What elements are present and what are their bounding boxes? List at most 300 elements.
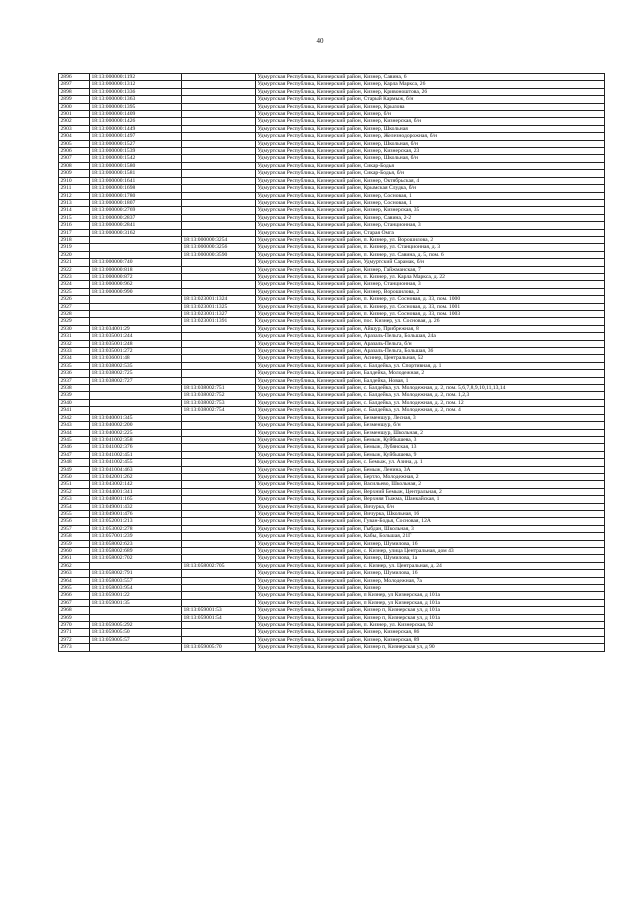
row-number-cell: 2963	[59, 570, 90, 577]
address-cell: Удмуртская Республика, Кизнерский район, Сикар-Бодья, б/н	[256, 170, 605, 177]
cadastral-number-cell: 18:13:000000:2769	[90, 207, 182, 214]
row-number-cell: 2969	[59, 614, 90, 621]
row-number-cell: 2904	[59, 133, 90, 140]
row-number-cell: 2949	[59, 466, 90, 473]
table-row	[59, 473, 605, 480]
address-cell: Удмуртская Республика, Кизнерский район, Вичурка, б/н	[256, 503, 605, 510]
premise-cadastral-number-cell: 18:13:058002:705	[182, 562, 256, 569]
row-number-cell: 2929	[59, 318, 90, 325]
cadastral-number-cell: 18:13:000000:1395	[90, 103, 182, 110]
cadastral-number-cell: 18:13:000000:1698	[90, 185, 182, 192]
row-number-cell: 2945	[59, 436, 90, 443]
row-number-cell: 2959	[59, 540, 90, 547]
table-row	[59, 244, 605, 251]
cadastral-number-cell: 18:13:000000:1807	[90, 199, 182, 206]
address-cell: Удмуртская Республика, Кизнерский район, п. Кизнер, ул. Сосновая, д. 33, пом. 1003	[256, 311, 605, 318]
table-row	[59, 81, 605, 88]
premise-cadastral-number-cell	[182, 177, 256, 184]
address-cell: Удмуртская Республика, Кизнерский район, Кизнер, Молодежная, 7а	[256, 577, 605, 584]
premise-cadastral-number-cell	[182, 103, 256, 110]
table-row	[59, 548, 605, 555]
table-row	[59, 525, 605, 532]
row-number-cell: 2931	[59, 333, 90, 340]
table-row	[59, 370, 605, 377]
premise-cadastral-number-cell	[182, 636, 256, 643]
premise-cadastral-number-cell	[182, 436, 256, 443]
cadastral-number-cell: 18:13:000000:1426	[90, 118, 182, 125]
address-cell: Удмуртская Республика, Кизнерский район, Кизнер п, Кизнерская ул, д 101а	[256, 607, 605, 614]
row-number-cell: 2921	[59, 259, 90, 266]
premise-cadastral-number-cell	[182, 370, 256, 377]
row-number-cell: 2960	[59, 548, 90, 555]
table-row	[59, 481, 605, 488]
address-cell: Удмуртская Республика, Кизнерский район, с. Балдейка, ул. Молодежная, д. 2, пом. 5,6,7,8,9,10,11,13,14	[256, 385, 605, 392]
cadastral-number-cell: 18:13:041004:463	[90, 466, 182, 473]
address-cell: Удмуртская Республика, Кизнерский район, Асинер, Центральная, 52	[256, 355, 605, 362]
premise-cadastral-number-cell	[182, 377, 256, 384]
table-row	[59, 533, 605, 540]
row-number-cell: 2953	[59, 496, 90, 503]
address-cell: Удмуртская Республика, Кизнерский район, п Кизнер, ул Кизнерская, д 101а	[256, 592, 605, 599]
address-cell: Удмуртская Республика, Кизнерский район, п. Кизнер, ул. Сосновая, д. 33, пом. 1001	[256, 303, 605, 310]
row-number-cell: 2956	[59, 518, 90, 525]
row-number-cell: 2918	[59, 236, 90, 243]
table-row	[59, 436, 605, 443]
premise-cadastral-number-cell	[182, 548, 256, 555]
address-cell: Удмуртская Республика, Кизнерский район, Безменшур, б/н	[256, 422, 605, 429]
row-number-cell: 2965	[59, 585, 90, 592]
table-row	[59, 288, 605, 295]
address-cell: Удмуртская Республика, Кизнерский район, Бемыж, Куйбышева, 3	[256, 436, 605, 443]
row-number-cell: 2915	[59, 214, 90, 221]
cadastral-number-cell: 18:13:057001:239	[90, 533, 182, 540]
table-row	[59, 385, 605, 392]
address-cell: Удмуртская Республика, Кизнерский район, Аразаль-Пельга, б/н	[256, 340, 605, 347]
cadastral-number-cell: 18:13:000000:1336	[90, 88, 182, 95]
premise-cadastral-number-cell	[182, 488, 256, 495]
table-row	[59, 214, 605, 221]
premise-cadastral-number-cell: 18:13:038002:751	[182, 385, 256, 392]
row-number-cell: 2939	[59, 392, 90, 399]
premise-cadastral-number-cell	[182, 518, 256, 525]
address-cell: Удмуртская Республика, Кизнерский район, Аразаль-Пельга, Большая, 36	[256, 348, 605, 355]
address-cell: Удмуртская Республика, Кизнерский район, п. Кизнер, ул. Карла Маркса, д. 22	[256, 273, 605, 280]
premise-cadastral-number-cell	[182, 503, 256, 510]
premise-cadastral-number-cell	[182, 259, 256, 266]
table-row	[59, 259, 605, 266]
row-number-cell: 2917	[59, 229, 90, 236]
table-row	[59, 348, 605, 355]
premise-cadastral-number-cell: 18:13:023001:1325	[182, 303, 256, 310]
cadastral-number-cell: 18:13:058003:954	[90, 585, 182, 592]
address-cell: Удмуртская Республика, Кизнерский район, Верхняя Тыжма, Шанкайская, 1	[256, 496, 605, 503]
cadastral-number-cell: 18:13:053002:278	[90, 525, 182, 532]
address-cell: Удмуртская Республика, Кизнерский район, Васильево, Школьная, 2	[256, 481, 605, 488]
premise-cadastral-number-cell	[182, 473, 256, 480]
cadastral-number-cell: 18:13:058002:791	[90, 570, 182, 577]
row-number-cell: 2907	[59, 155, 90, 162]
table-row	[59, 325, 605, 332]
address-cell: Удмуртская Республика, Кизнерский район, Аразаль-Пельга, Большая, 24а	[256, 333, 605, 340]
table-row	[59, 570, 605, 577]
cadastral-number-cell: 18:13:041002:376	[90, 444, 182, 451]
cadastral-number-cell	[90, 607, 182, 614]
registry-table	[58, 73, 605, 652]
row-number-cell: 2908	[59, 162, 90, 169]
table-row	[59, 592, 605, 599]
table-row	[59, 362, 605, 369]
address-cell: Удмуртская Республика, Кизнерский район, Кизнер, Школьная, б/н	[256, 140, 605, 147]
row-number-cell: 2935	[59, 362, 90, 369]
premise-cadastral-number-cell	[182, 125, 256, 132]
premise-cadastral-number-cell	[182, 451, 256, 458]
address-cell: Удмуртская Республика, Кизнерский район, Кизнер п, Кизнерская ул, д 90	[256, 644, 605, 651]
table-row	[59, 392, 605, 399]
address-cell: Удмуртская Республика, Кизнерский район, п. Кизнер, ул. Станционная, д. 3	[256, 244, 605, 251]
address-cell: Удмуртская Республика, Кизнерский район, п. Кизнер, ул. Кизнерская, 92	[256, 622, 605, 629]
address-cell: Удмуртская Республика, Кизнерский район, Кизнер, Ворошилова, 2	[256, 288, 605, 295]
address-cell: Удмуртская Республика, Кизнерский район, пос. Кизнер, ул. Сосновая, д. 26	[256, 318, 605, 325]
cadastral-number-cell	[90, 296, 182, 303]
cadastral-number-cell: 18:13:038002:535	[90, 362, 182, 369]
address-cell: Удмуртская Республика, Кизнерский район, Бемыж, Ленина, 3А	[256, 466, 605, 473]
address-cell: Удмуртская Республика, Кизнерский район, Гыбдан, Школьная, 3	[256, 525, 605, 532]
table-row	[59, 125, 605, 132]
cadastral-number-cell: 18:13:000000:1497	[90, 133, 182, 140]
table-row	[59, 333, 605, 340]
premise-cadastral-number-cell	[182, 155, 256, 162]
cadastral-number-cell	[90, 251, 182, 258]
cadastral-number-cell	[90, 385, 182, 392]
table-row	[59, 622, 605, 629]
table-row	[59, 148, 605, 155]
address-cell: Удмуртская Республика, Кизнерский район, Старый Кармыж, б/н	[256, 96, 605, 103]
address-cell: Удмуртская Республика, Кизнерский район, Вичурка, Школьная, 16	[256, 510, 605, 517]
cadastral-number-cell: 18:13:048001:165	[90, 496, 182, 503]
premise-cadastral-number-cell	[182, 592, 256, 599]
cadastral-number-cell: 18:13:000000:3162	[90, 229, 182, 236]
cadastral-number-cell	[90, 392, 182, 399]
row-number-cell: 2914	[59, 207, 90, 214]
row-number-cell: 2942	[59, 414, 90, 421]
row-number-cell: 2903	[59, 125, 90, 132]
row-number-cell: 2902	[59, 118, 90, 125]
address-cell: Удмуртская Республика, Кизнерский район, Гуван-Бодья, Сосновая, 12А	[256, 518, 605, 525]
address-cell: Удмуртская Республика, Кизнерский район, Кизнер, Кизнерская, б/н	[256, 118, 605, 125]
table-row	[59, 422, 605, 429]
premise-cadastral-number-cell: 18:13:059001:54	[182, 614, 256, 621]
premise-cadastral-number-cell	[182, 466, 256, 473]
cadastral-number-cell: 18:13:038002:725	[90, 370, 182, 377]
cadastral-number-cell: 18:13:000000:1539	[90, 148, 182, 155]
table-row	[59, 355, 605, 362]
cadastral-number-cell: 18:13:000000:1527	[90, 140, 182, 147]
row-number-cell: 2961	[59, 555, 90, 562]
address-cell: Удмуртская Республика, Кизнерский район, Безменшур, Лесная, 3	[256, 414, 605, 421]
cadastral-number-cell	[90, 318, 182, 325]
table-row	[59, 444, 605, 451]
cadastral-number-cell: 18:13:035001:248	[90, 340, 182, 347]
table-row	[59, 236, 605, 243]
row-number-cell: 2951	[59, 481, 90, 488]
row-number-cell: 2968	[59, 607, 90, 614]
premise-cadastral-number-cell	[182, 533, 256, 540]
cadastral-number-cell: 18:13:035001:244	[90, 333, 182, 340]
address-cell: Удмуртская Республика, Кизнерский район, Кизнер, Крылова	[256, 103, 605, 110]
row-number-cell: 2937	[59, 377, 90, 384]
cadastral-number-cell: 18:13:000000:818	[90, 266, 182, 273]
table-row	[59, 599, 605, 606]
cadastral-number-cell: 18:13:000000:1449	[90, 125, 182, 132]
premise-cadastral-number-cell	[182, 333, 256, 340]
address-cell: Удмуртская Республика, Кизнерский район, Верхний Бемыж, Центральная, 2	[256, 488, 605, 495]
cadastral-number-cell: 18:13:000000:1641	[90, 177, 182, 184]
address-cell: Удмуртская Республика, Кизнерский район, Кизнер, Железнодорожная, б/н	[256, 133, 605, 140]
table-row	[59, 162, 605, 169]
table-row	[59, 303, 605, 310]
table-row	[59, 585, 605, 592]
table-row	[59, 429, 605, 436]
premise-cadastral-number-cell	[182, 222, 256, 229]
address-cell: Удмуртская Республика, Кизнерский район, с. Балдейка, ул. Молодежная, д. 2, пом. 12	[256, 399, 605, 406]
premise-cadastral-number-cell	[182, 140, 256, 147]
address-cell: Удмуртская Республика, Кизнерский район, Удмуртский Сарамак, б/н	[256, 259, 605, 266]
cadastral-number-cell: 18:13:049001:432	[90, 503, 182, 510]
address-cell: Удмуртская Республика, Кизнерский район, Кизнер, Шумилова, 1а	[256, 555, 605, 562]
row-number-cell: 2922	[59, 266, 90, 273]
premise-cadastral-number-cell: 18:13:000000:3590	[182, 251, 256, 258]
premise-cadastral-number-cell	[182, 288, 256, 295]
cadastral-number-cell: 18:13:040002:200	[90, 422, 182, 429]
address-cell: Удмуртская Республика, Кизнерский район, Кизнер, Кизнерская, 23	[256, 148, 605, 155]
premise-cadastral-number-cell	[182, 570, 256, 577]
table-row	[59, 607, 605, 614]
cadastral-number-cell: 18:13:000000:872	[90, 273, 182, 280]
address-cell: Удмуртская Республика, Кизнерский район, п Кизнер, ул Кизнерская, д 101а	[256, 599, 605, 606]
cadastral-number-cell: 18:13:000000:2837	[90, 214, 182, 221]
cadastral-number-cell	[90, 614, 182, 621]
table-row	[59, 229, 605, 236]
cadastral-number-cell: 18:13:000000:1580	[90, 162, 182, 169]
table-row	[59, 192, 605, 199]
premise-cadastral-number-cell	[182, 162, 256, 169]
row-number-cell: 2943	[59, 422, 90, 429]
cadastral-number-cell: 18:13:041002:455	[90, 459, 182, 466]
premise-cadastral-number-cell	[182, 355, 256, 362]
table-row	[59, 96, 605, 103]
cadastral-number-cell: 18:13:059001:22	[90, 592, 182, 599]
premise-cadastral-number-cell	[182, 422, 256, 429]
premise-cadastral-number-cell: 18:13:000000:3254	[182, 236, 256, 243]
address-cell: Удмуртская Республика, Кизнерский район, Кизнер, Карла Маркса, 26	[256, 81, 605, 88]
address-cell: Удмуртская Республика, Кизнерский район, Кизнер, Гайжманская, 7	[256, 266, 605, 273]
premise-cadastral-number-cell	[182, 207, 256, 214]
table-row	[59, 614, 605, 621]
row-number-cell: 2938	[59, 385, 90, 392]
cadastral-number-cell: 18:13:000000:990	[90, 288, 182, 295]
address-cell: Удмуртская Республика, Кизнерский район, Кизнер, Станционная, 3	[256, 222, 605, 229]
address-cell: Удмуртская Республика, Кизнерский район, Балдейка, Молодежная, 2	[256, 370, 605, 377]
table-row	[59, 318, 605, 325]
row-number-cell: 2932	[59, 340, 90, 347]
address-cell: Удмуртская Республика, Кизнерский район, с. Кизнер, улица Центральная, дом 43	[256, 548, 605, 555]
cadastral-number-cell: 18:13:000000:1363	[90, 96, 182, 103]
table-row	[59, 562, 605, 569]
table-row	[59, 577, 605, 584]
premise-cadastral-number-cell	[182, 629, 256, 636]
table-row	[59, 414, 605, 421]
table-row	[59, 133, 605, 140]
premise-cadastral-number-cell: 18:13:023001:1327	[182, 311, 256, 318]
cadastral-number-cell: 18:13:041002:358	[90, 436, 182, 443]
row-number-cell: 2971	[59, 629, 90, 636]
row-number-cell: 2912	[59, 192, 90, 199]
premise-cadastral-number-cell: 18:13:059001:53	[182, 607, 256, 614]
premise-cadastral-number-cell	[182, 229, 256, 236]
address-cell: Удмуртская Республика, Кизнерский район, Кизнер, Шумилова, 16	[256, 570, 605, 577]
address-cell: Удмуртская Республика, Кизнерский район, Безменшур, Школьная, 2	[256, 429, 605, 436]
table-row	[59, 111, 605, 118]
table-row	[59, 340, 605, 347]
cadastral-number-cell: 18:13:049001:476	[90, 510, 182, 517]
premise-cadastral-number-cell	[182, 199, 256, 206]
table-row	[59, 510, 605, 517]
address-cell: Удмуртская Республика, Кизнерский район, Бемыж, Лубянская, 13	[256, 444, 605, 451]
address-cell: Удмуртская Республика, Кизнерский район, Бертло, Молодежная, 2	[256, 473, 605, 480]
address-cell: Удмуртская Республика, Кизнерский район, Бемыж, Куйбышева, 9	[256, 451, 605, 458]
row-number-cell: 2898	[59, 88, 90, 95]
table-row	[59, 140, 605, 147]
row-number-cell: 2896	[59, 74, 90, 81]
cadastral-number-cell: 18:13:036001:48	[90, 355, 182, 362]
row-number-cell: 2962	[59, 562, 90, 569]
row-number-cell: 2966	[59, 592, 90, 599]
address-cell: Удмуртская Республика, Кизнерский район, с. Кизнер, ул. Центральная, д. 24	[256, 562, 605, 569]
premise-cadastral-number-cell	[182, 510, 256, 517]
table-row	[59, 185, 605, 192]
table-row	[59, 222, 605, 229]
premise-cadastral-number-cell: 18:13:038002:753	[182, 399, 256, 406]
cadastral-number-cell	[90, 244, 182, 251]
premise-cadastral-number-cell	[182, 96, 256, 103]
cadastral-number-cell: 18:13:058002:623	[90, 540, 182, 547]
cadastral-number-cell	[90, 562, 182, 569]
cadastral-number-cell: 18:13:041002:451	[90, 451, 182, 458]
row-number-cell: 2958	[59, 533, 90, 540]
row-number-cell: 2910	[59, 177, 90, 184]
table-row	[59, 296, 605, 303]
premise-cadastral-number-cell: 18:13:038002:754	[182, 407, 256, 414]
cadastral-number-cell: 18:13:043002:142	[90, 481, 182, 488]
cadastral-number-cell: 18:13:000000:1780	[90, 192, 182, 199]
cadastral-number-cell: 18:13:000000:740	[90, 259, 182, 266]
table-row	[59, 466, 605, 473]
table-row	[59, 377, 605, 384]
address-cell: Удмуртская Республика, Кизнерский район, Крымская Слудка, б/н	[256, 185, 605, 192]
cadastral-number-cell: 18:13:052001:213	[90, 518, 182, 525]
address-cell: Удмуртская Республика, Кизнерский район, Кизнер, Савина, 2-2	[256, 214, 605, 221]
address-cell: Удмуртская Республика, Кизнерский район, Кабы, Большая, 21Г	[256, 533, 605, 540]
row-number-cell: 2920	[59, 251, 90, 258]
address-cell: Удмуртская Республика, Кизнерский район, Кизнер, Сосновая, 1	[256, 199, 605, 206]
cadastral-number-cell: 18:13:059005:57	[90, 636, 182, 643]
table-row	[59, 251, 605, 258]
table-row	[59, 74, 605, 81]
row-number-cell: 2919	[59, 244, 90, 251]
address-cell: Удмуртская Республика, Кизнерский район, Кизнер, Школьная, б/н	[256, 155, 605, 162]
address-cell: Удмуртская Республика, Кизнерский район, п. Кизнер, ул. Савина, д. 5, пом. 6	[256, 251, 605, 258]
row-number-cell: 2927	[59, 303, 90, 310]
row-number-cell: 2928	[59, 311, 90, 318]
premise-cadastral-number-cell	[182, 585, 256, 592]
premise-cadastral-number-cell	[182, 622, 256, 629]
address-cell: Удмуртская Республика, Кизнерский район, Кизнер, Кизнерская, 35	[256, 207, 605, 214]
premise-cadastral-number-cell	[182, 133, 256, 140]
table-row	[59, 399, 605, 406]
address-cell: Удмуртская Республика, Кизнерский район, с. Балдейка, ул. Спортивная, д. 1	[256, 362, 605, 369]
cadastral-number-cell: 18:13:034001:29	[90, 325, 182, 332]
cadastral-number-cell: 18:13:058003:557	[90, 577, 182, 584]
premise-cadastral-number-cell	[182, 481, 256, 488]
cadastral-number-cell: 18:13:059001:35	[90, 599, 182, 606]
premise-cadastral-number-cell	[182, 577, 256, 584]
row-number-cell: 2913	[59, 199, 90, 206]
cadastral-number-cell	[90, 236, 182, 243]
row-number-cell: 2954	[59, 503, 90, 510]
table-row	[59, 88, 605, 95]
row-number-cell: 2967	[59, 599, 90, 606]
row-number-cell: 2970	[59, 622, 90, 629]
address-cell: Удмуртская Республика, Кизнерский район, Кизнер, Кривоноштова, 26	[256, 88, 605, 95]
row-number-cell: 2905	[59, 140, 90, 147]
address-cell: Удмуртская Республика, Кизнерский район, Кизнер, Кизнерская, 86	[256, 629, 605, 636]
cadastral-number-cell: 18:13:042001:262	[90, 473, 182, 480]
premise-cadastral-number-cell	[182, 192, 256, 199]
row-number-cell: 2955	[59, 510, 90, 517]
table-row	[59, 281, 605, 288]
address-cell: Удмуртская Республика, Кизнерский район, Кизнер, Станционная, 3	[256, 281, 605, 288]
page-number: 40	[316, 37, 324, 45]
cadastral-number-cell: 18:13:000000:2841	[90, 222, 182, 229]
table-row	[59, 451, 605, 458]
premise-cadastral-number-cell	[182, 74, 256, 81]
address-cell: Удмуртская Республика, Кизнерский район, Кизнер, Шумилова, 16	[256, 540, 605, 547]
table-row	[59, 103, 605, 110]
premise-cadastral-number-cell	[182, 444, 256, 451]
row-number-cell: 2923	[59, 273, 90, 280]
table-row	[59, 407, 605, 414]
cadastral-number-cell: 18:13:040001:345	[90, 414, 182, 421]
cadastral-number-cell: 18:13:040002:225	[90, 429, 182, 436]
row-number-cell: 2897	[59, 81, 90, 88]
row-number-cell: 2944	[59, 429, 90, 436]
row-number-cell: 2899	[59, 96, 90, 103]
row-number-cell: 2901	[59, 111, 90, 118]
premise-cadastral-number-cell	[182, 496, 256, 503]
row-number-cell: 2946	[59, 444, 90, 451]
address-cell: Удмуртская Республика, Кизнерский район, Кизнер, Октябрьская, 4	[256, 177, 605, 184]
premise-cadastral-number-cell	[182, 81, 256, 88]
premise-cadastral-number-cell	[182, 340, 256, 347]
table-row	[59, 496, 605, 503]
premise-cadastral-number-cell	[182, 325, 256, 332]
address-cell: Удмуртская Республика, Кизнерский район, Кизнер	[256, 585, 605, 592]
row-number-cell: 2900	[59, 103, 90, 110]
row-number-cell: 2925	[59, 288, 90, 295]
registry-body	[59, 74, 605, 652]
premise-cadastral-number-cell: 18:13:000000:3256	[182, 244, 256, 251]
premise-cadastral-number-cell	[182, 540, 256, 547]
